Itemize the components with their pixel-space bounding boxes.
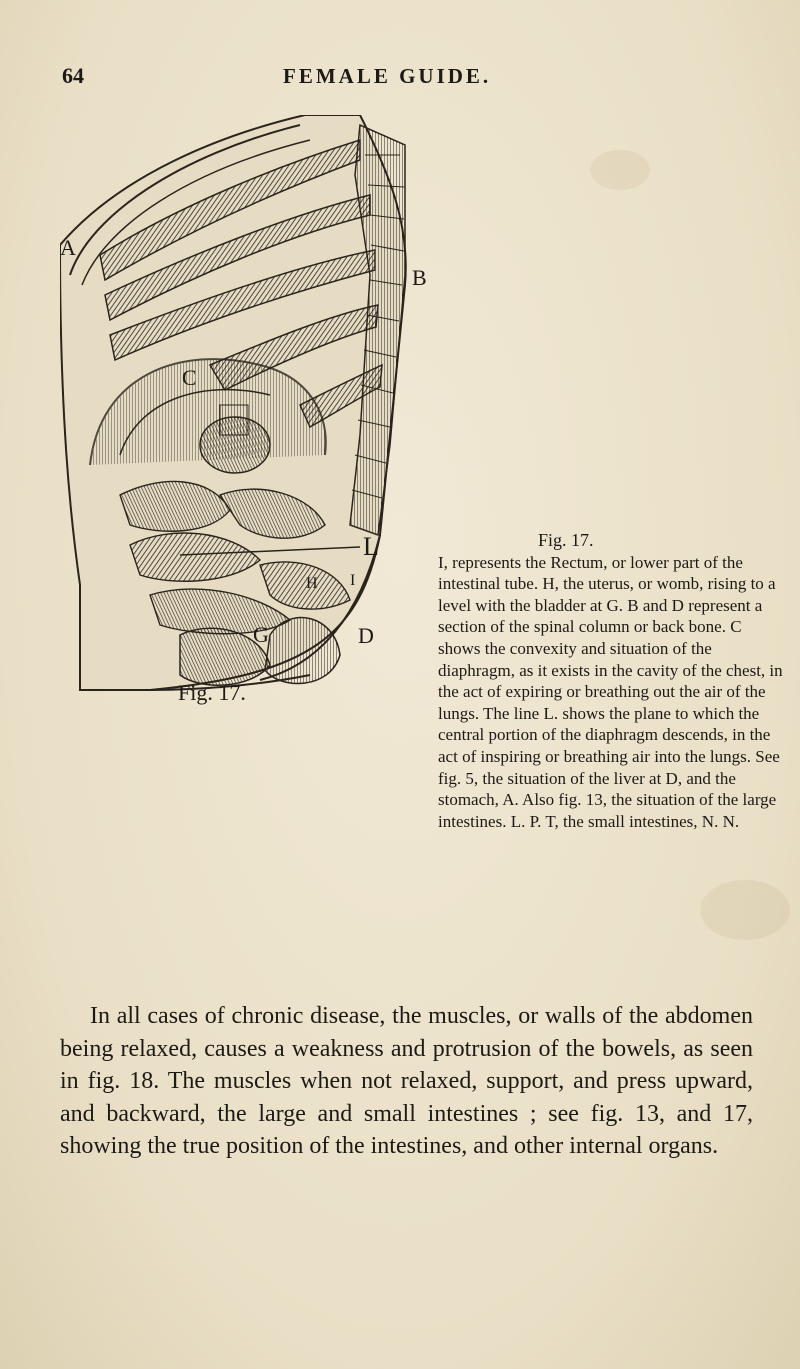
label-H: H [306, 575, 318, 592]
running-head: FEMALE GUIDE. [283, 64, 492, 88]
side-caption-title: Fig. 17. [538, 530, 594, 550]
figure-caption: Fig. 17. [178, 680, 246, 705]
side-caption-text: I, represents the Rectum, or lower part of the intestinal tube. H, the uterus, or womb, rising to a level with the bladder at G. B and D represent a section of the spinal column or back bone. C shows the convexity and situation of the diaphragm, as it exists in the cavity of the chest, in the act of expiring or breathing out the air of the lungs. The line L. shows the plane to which the central portion of the diaphragm descends, in the act of inspiring or breathing air into the lungs. See fig. 5, the situation of the liver at D, and the stomach, A. Also fig. 13, the situation of the large intestines. L. P. T, the small intestines, N. N. [438, 552, 783, 831]
paper-stain [590, 150, 650, 190]
label-G: G [253, 622, 269, 647]
anatomical-figure [60, 115, 440, 695]
side-caption [438, 530, 783, 832]
label-A: A [60, 235, 76, 260]
label-C: C [182, 365, 197, 390]
body-paragraph: In all cases of chronic disease, the muscles, or walls of the abdomen being relaxed, causes a weakness and protrusion of the bowels, as seen in fig. 18. The muscles when not relaxed, support, and press upward, and backward, the large and small intestines ; see fig. 13, and 17, showing the true position of the intestines, and other internal organs. [60, 1003, 753, 1159]
aorta [220, 405, 248, 435]
paper-stain [700, 880, 790, 940]
label-L: L [363, 532, 379, 561]
label-I: I [350, 572, 356, 589]
label-D: D [358, 623, 374, 648]
page-number: 64 [62, 63, 84, 88]
anatomical-illustration [60, 115, 440, 695]
label-B: B [412, 265, 427, 290]
